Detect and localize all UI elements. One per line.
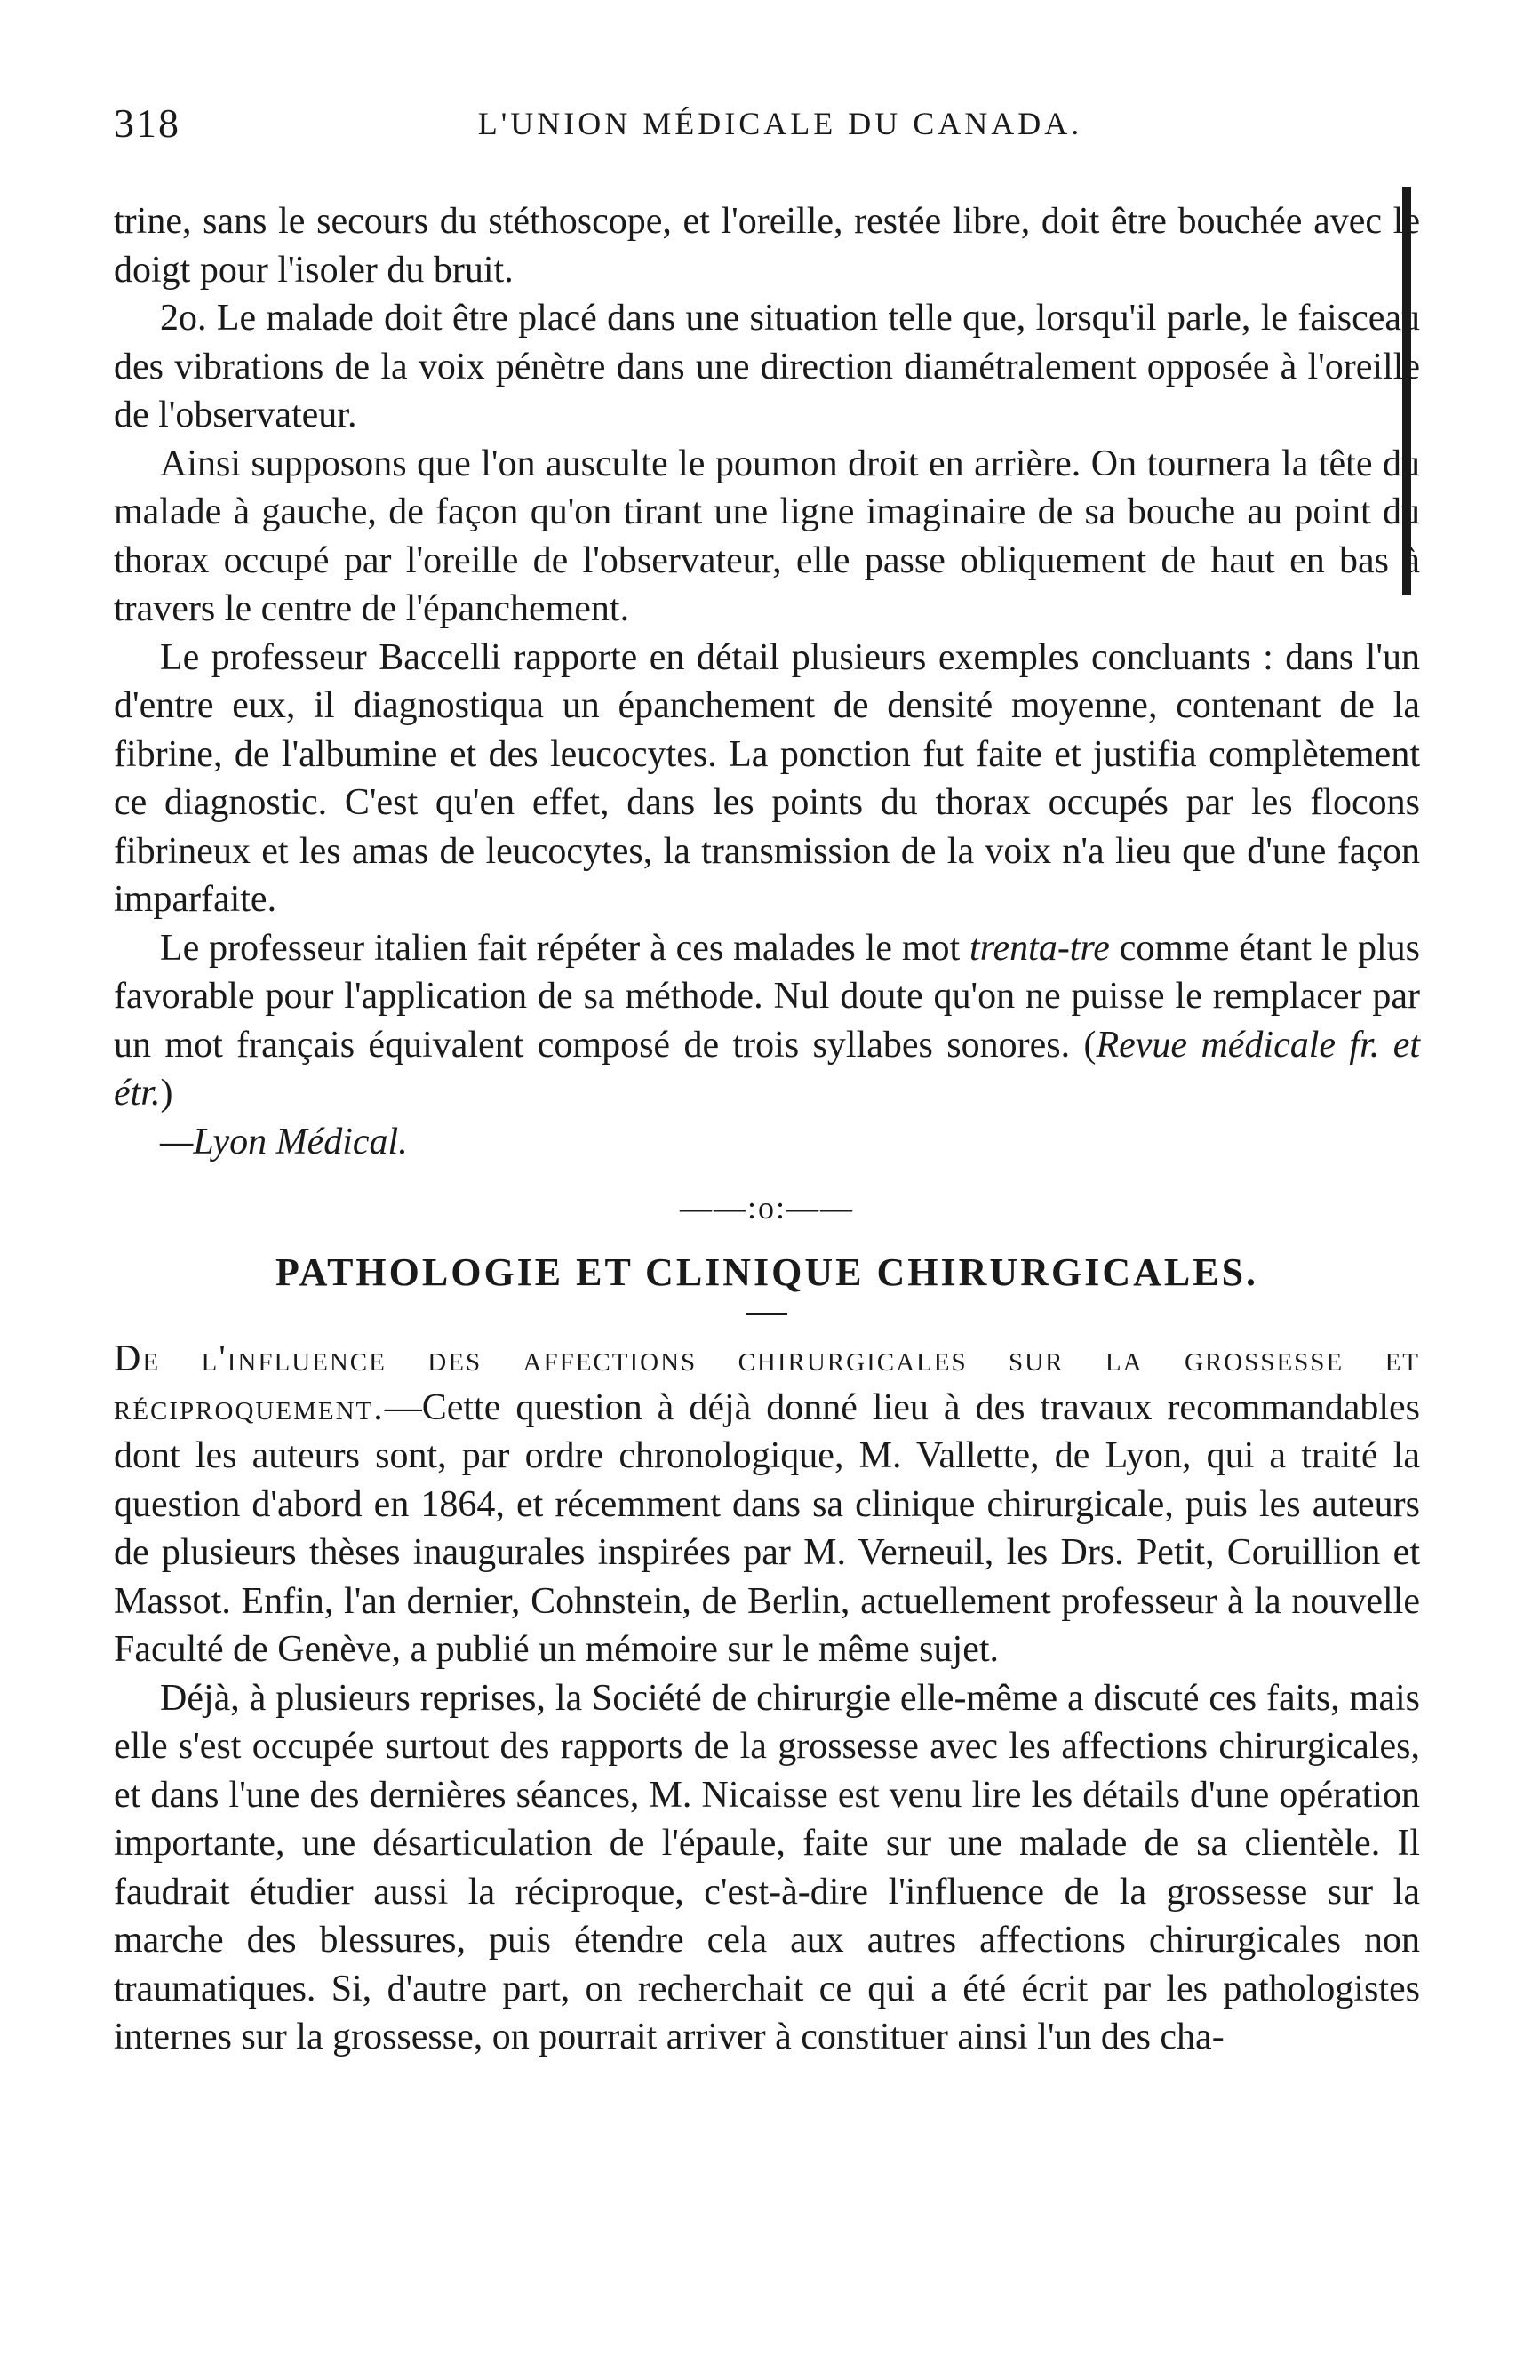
paragraph-5-text-b: comme étant le plus favorable pour l'application de sa méthode. Nul doute qu'on ne puisse le remplacer par un mot français équivalent composé de trois syllabes sonores. ( [114, 927, 1420, 1066]
paragraph-3: Ainsi supposons que l'on ausculte le poumon droit en arrière. On tournera la tête du malade à gauche, de façon qu'on tirant une ligne imaginaire de sa bouche au point du thorax occupé par l'oreille de l'observateur, elle passe obliquement de haut en bas à travers le centre de l'épanchement. [114, 443, 1420, 629]
page-number: 318 [114, 100, 180, 146]
paragraph-5-text-c: ) [160, 1073, 173, 1114]
article-lead: De l'influence des affections chirurgicales sur la grossesse et réciproquement. [114, 1338, 1420, 1428]
quoted-word: trenta-tre [969, 927, 1110, 969]
section-separator: ——:o:—— [679, 1190, 854, 1226]
paragraph-7: Déjà, à plusieurs reprises, la Société de chirurgie elle-même a discuté ces faits, mais elle s'est occupée surtout des rapports de la grossesse avec les affections chirurgicales, et dans l'une des dernières séances, M. Nicaisse est venu lire les détails d'une opération importante, une désarticulation de l'épaule, faite sur une malade de sa clientèle. Il faudrait étudier aussi la réciproque, c'est-à-dire l'influence de la grossesse sur la marche des blessures, puis étendre cela aux autres affections chirurgicales non traumatiques. Si, d'autre part, on recherchait ce qui a été écrit par les pathologistes internes sur la grossesse, on pourrait arriver à constituer ainsi l'un des cha- [114, 1677, 1420, 2057]
page-header [114, 100, 1447, 153]
section-title: PATHOLOGIE ET CLINIQUE CHIRURGICALES. [275, 1250, 1259, 1294]
running-head: L'UNION MÉDICALE DU CANADA. [477, 106, 1083, 141]
text-column [114, 197, 1420, 2062]
paragraph-6 [114, 1335, 1420, 1674]
paragraph-1: trine, sans le secours du stéthoscope, et l'oreille, restée libre, doit être bouchée avec le doigt pour l'isoler du bruit. [114, 201, 1420, 291]
paragraph-6-text: —Cette question à déjà donné lieu à des travaux recommandables dont les auteurs sont, par ordre chronologique, M. Vallette, de Lyon, qui a traité la question d'abord en 1864, et récemment dans sa clinique chirurgicale, puis les auteurs de plusieurs thèses inaugurales inspirées par M. Verneuil, les Drs. Petit, Coruillion et Massot. Enfin, l'an dernier, Cohnstein, de Berlin, actuellement professeur à la nouvelle Faculté de Genève, a publié un mémoire sur le même sujet. [114, 1386, 1420, 1670]
source-reference: Revue médicale fr. et étr. [114, 1024, 1420, 1114]
paragraph-4: Le professeur Baccelli rapporte en détail plusieurs exemples concluants : dans l'un d'entre eux, il diagnostiqua un épanchement de densité moyenne, contenant de la fibrine, de l'albumine et des leucocytes. La ponction fut faite et justifia complètement ce diagnostic. C'est qu'en effet, dans les points du thorax occupés par les flocons fibrineux et les amas de leucocytes, la transmission de la voix n'a lieu que d'une façon imparfaite. [114, 636, 1420, 920]
paragraph-5-text-a: Le professeur italien fait répéter à ces malades le mot [160, 927, 970, 969]
title-rule [746, 1313, 787, 1315]
paragraph-5 [114, 924, 1420, 1118]
paragraph-2: 2o. Le malade doit être placé dans une situation telle que, lorsqu'il parle, le faisceau des vibrations de la voix pénètre dans une direction diamétralement opposée à l'oreille de l'observateur. [114, 298, 1420, 435]
source-signature: —Lyon Médical. [160, 1121, 408, 1162]
